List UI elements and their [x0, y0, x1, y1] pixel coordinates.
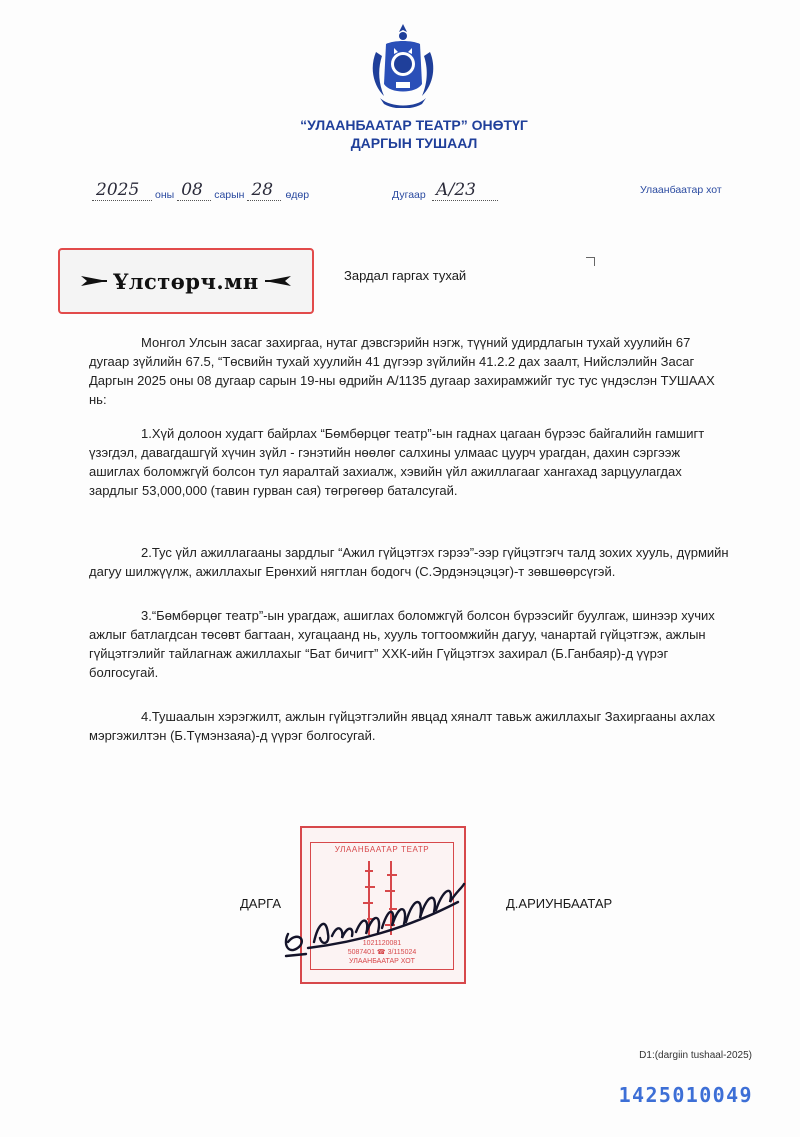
stamp-line-1: 1021120081 — [362, 940, 402, 947]
date-year: 2025 — [92, 180, 152, 201]
number-value: А/23 — [432, 180, 498, 201]
clause-4 — [89, 707, 729, 745]
intro-paragraph — [89, 333, 729, 409]
document-type: ДАРГЫН ТУШААЛ — [350, 135, 478, 151]
watermark-text: Ұлстөрч.мн — [113, 268, 259, 294]
day-label: өдөр — [285, 189, 310, 201]
organization-title — [14, 116, 800, 152]
handwritten-signature — [278, 872, 468, 964]
serial-number: 1425010049 — [618, 1083, 753, 1107]
stamp-line-3: УЛААНБААТАР ХОТ — [349, 958, 415, 965]
document-subject: Зардал гаргах тухай — [344, 268, 467, 283]
signer-name: Д.АРИУНБААТАР — [506, 896, 613, 911]
date-day: 28 — [247, 180, 281, 201]
clause-4-text: 4.Тушаалын хэрэгжилт, ажлын гүйцэтгэлийн явцад хяналт тавьж ажиллахыг Захиргааны ахлах мэргэжилтэн (Б.Түмэнзаяа)-д үүрэг болгосугай. — [89, 709, 715, 743]
wing-right-icon — [265, 275, 291, 287]
date-month: 08 — [177, 180, 211, 201]
document-number — [392, 180, 498, 201]
date-line — [92, 180, 309, 201]
reference-code: D1:(dargiin tushaal-2025) — [639, 1050, 752, 1061]
year-label: оны — [155, 189, 175, 201]
clause-2 — [89, 543, 729, 581]
stamp-line-2: 5087401 ☎ 3/115024 — [347, 949, 417, 956]
watermark-banner — [58, 248, 314, 314]
state-emblem-icon — [366, 22, 440, 108]
clause-1-text: 1.Хүй долоон худагт байрлах “Бөмбөрцөг театр”-ын гаднах цагаан бүрээс байгалийн гамшигт үзэгдэл, давагдашгүй хүчин зүйл - гэнэтийн нөөлөг салхины улмаас цуурч урагдан, дахин сэргээж ашиглах боломжгүй болсон тул яаралтай захиалж, хэвийн үйл ажиллагааг хангахад зарцуулагдах зардлыг 53,000,000 (тавин гурван сая) төгрөгөөр баталсугай. — [89, 426, 705, 498]
wing-left-icon — [81, 275, 107, 287]
signer-position: ДАРГА — [240, 896, 281, 911]
clause-1 — [89, 424, 729, 500]
intro-text: Монгол Улсын засаг захиргаа, нутаг дэвсгэрийн нэгж, түүний удирдлагын тухай хуулийн 67 дугаар зүйлийн 67.5, “Төсвийн тухай хуулийн 41 дүгээр зүйлийн 41.2.2 дах заалт, Нийслэлийн Засаг Даргын 2025 оны 08 дугаар сарын 19-ны өдрийн А/1135 дугаар захирамжийг тус тус үндэслэн ТУШААХ нь: — [89, 335, 715, 407]
corner-mark — [586, 257, 595, 266]
org-name: “УЛААНБААТАР ТЕАТР” ОНӨТҮГ — [300, 117, 528, 133]
city-label: Улаанбаатар хот — [640, 184, 722, 196]
clause-3-text: 3.“Бөмбөрцөг театр”-ын урагдаж, ашиглах боломжгүй болсон бүрээсийг буулгаж, шинээр хучих ажлыг батлагдсан төсөвт багтаан, хугацаанд нь, хууль тогтоомжийн дагуу, чанартай гүйцэтгэж, ажлын гүйцэтгэлийг тайлагнаж ажиллахыг “Бат бичигт” ХХК-ийн Гүйцэтгэх захирал (Б.Ганбаяр)-д үүрэг болгосугай. — [89, 608, 715, 680]
stamp-org-name: УЛААНБААТАР ТЕАТР — [334, 845, 430, 854]
number-label: Дугаар — [392, 189, 426, 201]
clause-2-text: 2.Тус үйл ажиллагааны зардлыг “Ажил гүйцэтгэх гэрээ”-ээр гүйцэтгэгч талд зохих хууль, дүрмийн дагуу шилжүүлж, ажиллахыг Ерөнхий нягтлан бодогч (С.Эрдэнэцэцэг)-т зөвшөөрсүгэй. — [89, 545, 729, 579]
month-label: сарын — [214, 189, 245, 201]
clause-3 — [89, 606, 729, 682]
